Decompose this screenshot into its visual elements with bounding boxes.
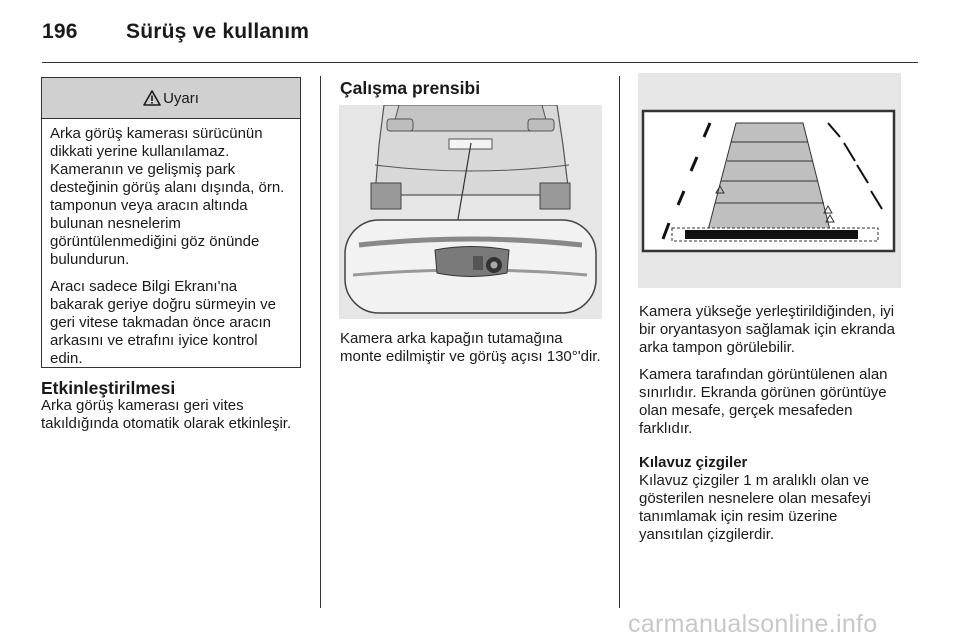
guide-lines-screen-illustration [638, 73, 901, 288]
camera-position-text: Kamera yükseğe yerleştirildiğinden, iyi bir oryantasyon sağlamak için ekranda arka tampon görülebilir. [639, 303, 895, 356]
column-divider [619, 76, 620, 608]
header-rule [42, 62, 918, 63]
guide-lines-text: Kılavuz çizgiler 1 m aralıklı olan ve gösterilen nesnelere olan mesafeyi tanımlamak için resim üzerine yansıtılan çizgilerdir. [639, 472, 871, 543]
principle-text: Kamera arka kapağın tutamağına monte edilmiştir ve görüş açısı 130°'dir. [340, 330, 601, 365]
page-header [42, 20, 309, 44]
warning-header [42, 78, 300, 119]
warning-triangle-icon [143, 90, 161, 106]
chapter-title: Sürüş ve kullanım [126, 20, 310, 43]
watermark: carmanualsonline.info [628, 610, 878, 638]
view-limit-text: Kamera tarafından görüntülenen alan sınırlıdır. Ekranda görünen görüntüye olan mesafe, gerçek mesafeden farklıdır. [639, 366, 888, 437]
warning-paragraph: Aracı sadece Bilgi Ekranı'na bakarak geriye doğru sürmeyin ve geri vitese takmadan önce aracın arkasını ve etrafını iyice kontrol edin. [50, 278, 276, 367]
guide-lines-heading: Kılavuz çizgiler [639, 454, 748, 471]
warning-box [41, 77, 301, 368]
page-number: 196 [42, 20, 78, 43]
activation-heading: Etkinleştirilmesi [41, 378, 176, 398]
camera-location-illustration [339, 105, 602, 319]
principle-heading: Çalışma prensibi [340, 78, 481, 98]
warning-paragraph: Arka görüş kamerası sürücünün dikkati yerine kullanılamaz. Kameranın ve gelişmiş park desteğinin görüş alanı dışında, örn. tamponun veya aracın altında bulunan nesnelerim görüntülenmediğini göz önünde bulundurun. [50, 125, 285, 268]
warning-title: Uyarı [163, 89, 199, 107]
activation-section [41, 379, 301, 433]
activation-text: Arka görüş kamerası geri vites takıldığında otomatik olarak etkinleşir. [41, 397, 292, 432]
column-divider [320, 76, 321, 608]
right-column-text [639, 303, 902, 544]
